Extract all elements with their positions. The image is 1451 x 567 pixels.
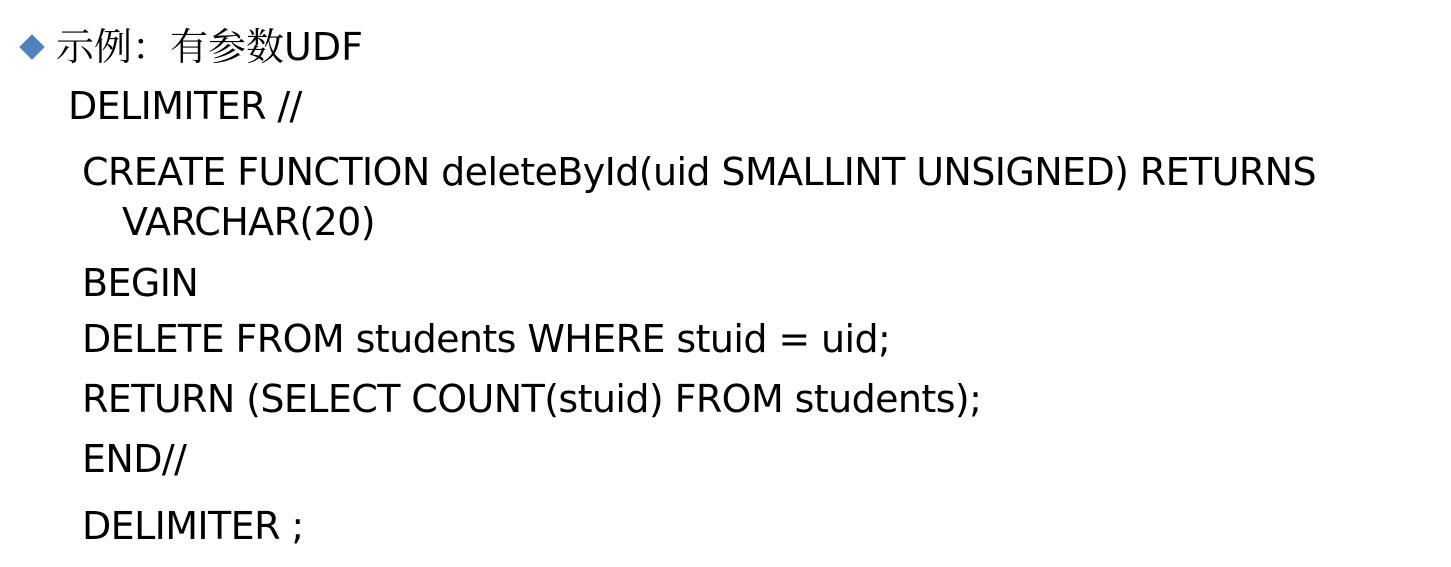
code-line-begin: BEGIN (82, 261, 199, 305)
diamond-bullet-icon (18, 33, 46, 61)
slide-heading (18, 22, 363, 72)
code-line-create-function: CREATE FUNCTION deleteById(uid SMALLINT UNSIGNED) RETURNS (82, 150, 1316, 194)
code-line-end: END// (82, 437, 187, 481)
code-line-delimiter-end: DELIMITER ; (82, 504, 304, 548)
code-line-delete: DELETE FROM students WHERE stuid = uid; (82, 317, 891, 361)
heading-text: 示例：有参数UDF (56, 25, 363, 69)
code-line-return: RETURN (SELECT COUNT(stuid) FROM students); (82, 377, 982, 421)
code-line-return-type: VARCHAR(20) (122, 200, 375, 244)
code-line-delimiter-start: DELIMITER // (68, 84, 302, 128)
